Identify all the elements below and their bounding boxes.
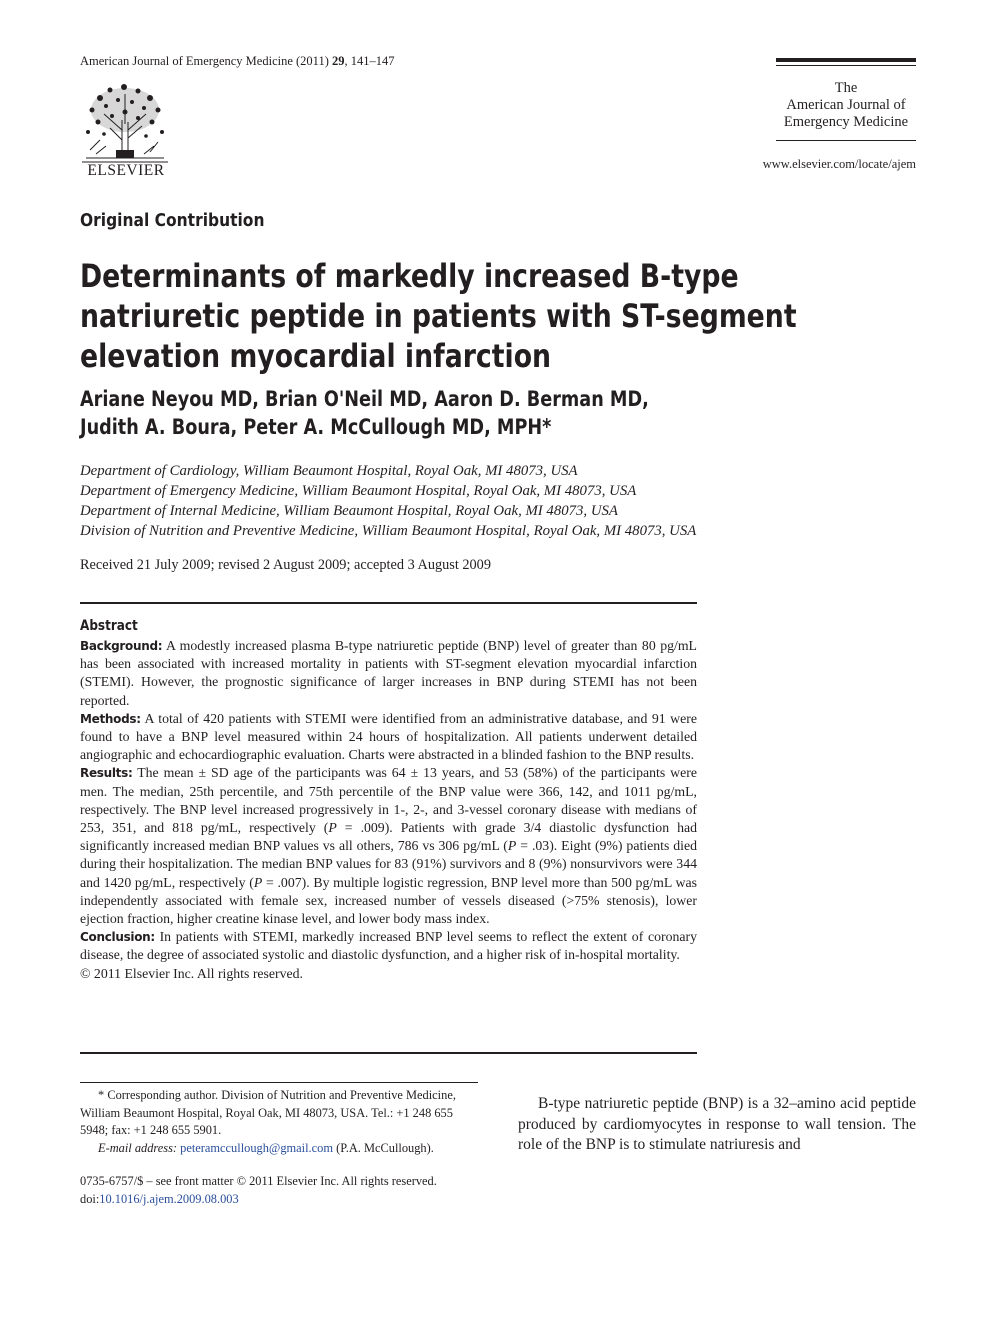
- front-matter-line: 0735-6757/$ – see front matter © 2011 Elsevier Inc. All rights reserved.: [80, 1174, 437, 1188]
- email-note: [80, 1140, 478, 1158]
- journal-name-line1: The: [834, 80, 858, 96]
- results-text: = .007). By multiple logistic regression, BNP level more than 500 pg/mL was independently associated with female sex, increased number of vessels diseased (>75% stenosis), lower ejection fraction, higher creatine kinase level, and lower body mass index.: [80, 874, 697, 927]
- abstract-methods: [80, 710, 697, 765]
- journal-rule-thin: [776, 65, 916, 66]
- corresponding-text: Corresponding author. Division of Nutrition and Preventive Medicine, William Beaumont Hospital, Royal Oak, MI 48073, USA. Tel.: +1 248 655 5948; fax: +1 248 655 5901.: [80, 1088, 456, 1137]
- journal-name-line2: American Journal of: [786, 97, 906, 113]
- email-link[interactable]: peteramccullough@gmail.com: [180, 1140, 333, 1155]
- abstract-results: [80, 764, 697, 928]
- abstract-rule-bottom: [80, 1052, 697, 1054]
- affiliation-item: Department of Emergency Medicine, William Beaumont Hospital, Royal Oak, MI 48073, USA: [80, 483, 637, 499]
- corresponding-author-note: [80, 1087, 478, 1140]
- doi-label: doi:: [80, 1191, 100, 1206]
- corresponding-marker: *: [98, 1088, 105, 1102]
- results-text: The mean ± SD age of the participants was 64 ± 13 years, and 53 (58%) of the participants were men. The median, 25th percentile, and 75th percentile of the BNP value were 366, 142, and 1011 pg/mL, respectively. The BNP level increased progressively in 1-, 2-, and 3-vessel coronary disease with medians of 253, 351, and 818 pg/mL, respectively (: [80, 765, 697, 836]
- intro-paragraph: B-type natriuretic peptide (BNP) is a 32–amino acid peptide produced by cardiomyocytes in response to wall tension. The role of the BNP is to stimulate natriuresis and: [518, 1095, 916, 1154]
- background-label: Background:: [80, 639, 163, 653]
- abstract-background: [80, 637, 697, 710]
- p-value-symbol: P: [328, 820, 337, 836]
- methods-text: A total of 420 patients with STEMI were identified from an administrative database, and 91 were found to have a BNP level measured within 24 hours of hospitalization. All patients underwent detailed angiographic and echocardiographic evaluation. Charts were abstracted in a blinded fashion to the BNP results.: [80, 710, 697, 763]
- journal-rule-thick: [776, 58, 916, 62]
- article-title: Determinants of markedly increased B-type natriuretic peptide in patients with ST-segment elevation myocardial infarction: [80, 257, 797, 375]
- results-text: = .03). Eight (9%) patients died during their hospitalization. The median BNP values for 83 (91%) survivors and 8 (9%) nonsurvivors were 344 and 1420 pg/mL, respectively (: [80, 838, 698, 890]
- body-text: [518, 1094, 916, 1156]
- abstract-body: [80, 637, 697, 983]
- journal-url[interactable]: www.elsevier.com/locate/ajem: [762, 157, 916, 171]
- affiliations: [80, 461, 696, 541]
- authors-line2: Judith A. Boura, Peter A. McCullough MD, MPH*: [80, 415, 552, 439]
- citation-journal: American Journal of Emergency Medicine (2011): [80, 54, 329, 68]
- conclusion-label: Conclusion:: [80, 930, 155, 945]
- footnote: [80, 1087, 478, 1157]
- methods-label: Methods:: [80, 711, 141, 726]
- journal-name: [776, 80, 916, 131]
- abstract-rule-top: [80, 602, 697, 604]
- conclusion-text: In patients with STEMI, markedly increased BNP level seems to reflect the extent of coronary disease, the degree of associated systolic and diastolic dysfunction, and a higher risk of in-hospital mortality.: [80, 929, 697, 963]
- email-label: E-mail address:: [98, 1140, 178, 1155]
- author-list: [80, 385, 786, 441]
- affiliation-item: Department of Internal Medicine, William Beaumont Hospital, Royal Oak, MI 48073, USA: [80, 503, 618, 519]
- journal-rule-bottom: [776, 140, 916, 141]
- journal-citation: [80, 54, 395, 69]
- doi-link[interactable]: 10.1016/j.ajem.2009.08.003: [99, 1191, 239, 1206]
- p-value-symbol: P: [253, 874, 263, 890]
- section-label: Original Contribution: [80, 210, 265, 231]
- abstract-heading: Abstract: [80, 618, 138, 634]
- journal-name-line3: Emergency Medicine: [783, 114, 909, 130]
- citation-pages: , 141–147: [344, 54, 395, 68]
- results-label: Results:: [80, 766, 133, 781]
- affiliation-item: Division of Nutrition and Preventive Medicine, William Beaumont Hospital, Royal Oak, MI 48073, USA: [80, 523, 697, 539]
- results-text: = .009). Patients with grade 3/4 diastolic dysfunction had significantly increased median BNP values vs all others, 786 vs 306 pg/mL (: [80, 820, 697, 854]
- authors-line1: Ariane Neyou MD, Brian O'Neil MD, Aaron D. Berman MD,: [80, 387, 649, 411]
- background-text: A modestly increased plasma B-type natriuretic peptide (BNP) level of greater than 80 pg/mL has been associated with increased mortality in patients with ST-segment elevation myocardial infarction (STEMI). However, the prognostic significance of larger increases in BNP during STEMI has not been reported.: [80, 638, 697, 708]
- email-suffix: (P.A. McCullough).: [332, 1140, 434, 1155]
- article-history: Received 21 July 2009; revised 2 August 2009; accepted 3 August 2009: [80, 557, 491, 573]
- abstract-copyright: © 2011 Elsevier Inc. All rights reserved.: [80, 965, 303, 981]
- affiliation-item: Department of Cardiology, William Beaumont Hospital, Royal Oak, MI 48073, USA: [80, 463, 578, 479]
- abstract-conclusion: [80, 928, 697, 964]
- front-matter: [80, 1173, 500, 1208]
- citation-volume: 29: [332, 54, 345, 68]
- footnote-rule: [80, 1082, 478, 1083]
- p-value-symbol: P: [507, 838, 517, 854]
- publisher-name: ELSEVIER: [87, 162, 165, 179]
- doi-line: [80, 1191, 500, 1209]
